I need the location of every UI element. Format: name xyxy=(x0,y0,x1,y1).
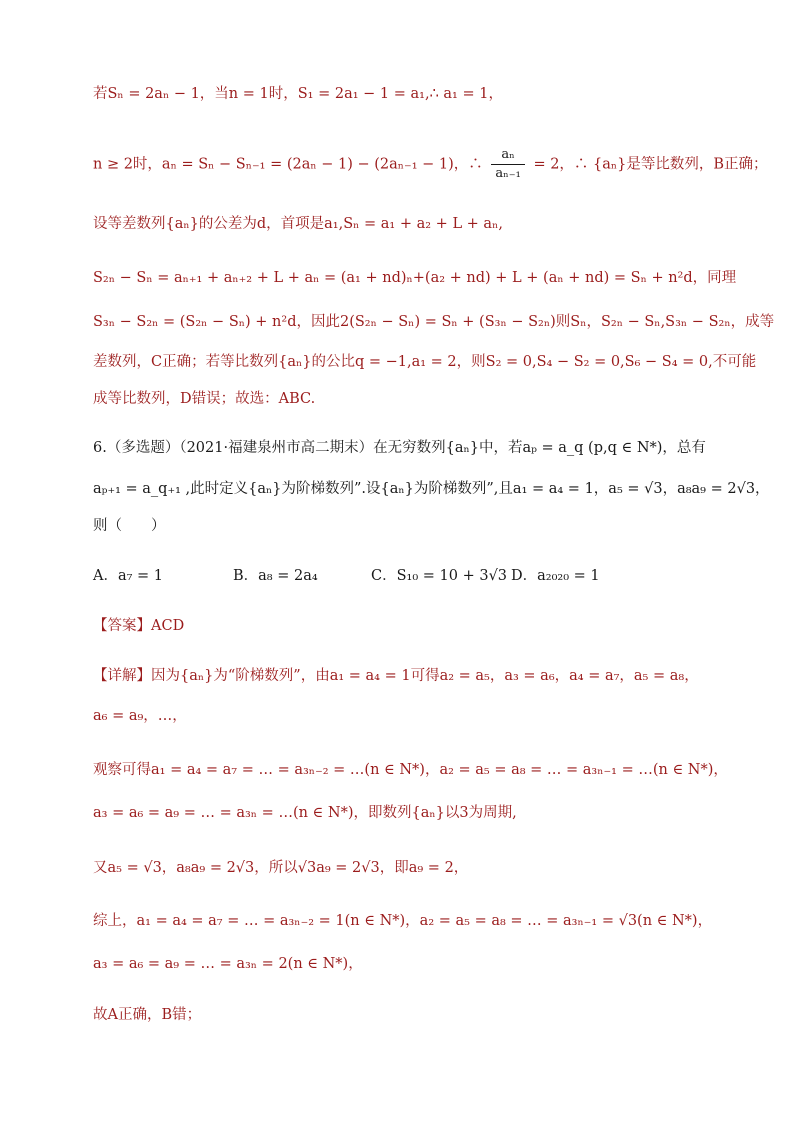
detail-line-8: 故A正确，B错； xyxy=(93,1007,202,1023)
detail-tag: 【详解】 xyxy=(93,668,151,684)
detail-line-2: a₆ = a₉，…， xyxy=(93,708,187,724)
solution-line-2-text-a: n ≥ 2时，aₙ = Sₙ − Sₙ₋₁ = (2aₙ − 1) − (2aₙ₋₁ − 1)，∴ xyxy=(93,156,483,173)
solution-line-5: S₃ₙ − S₂ₙ = (S₂ₙ − Sₙ) + n²d，因此2(S₂ₙ − Sₙ) = Sₙ + (S₃ₙ − S₂ₙ)则Sₙ，S₂ₙ − Sₙ,S₃ₙ − S₂ₙ，成等 xyxy=(93,314,775,330)
detail-line-5: 又a₅ = √3，a₈a₉ = 2√3，所以√3a₉ = 2√3，即a₉ = 2， xyxy=(93,860,469,876)
question-6-line-3: 则（ ） xyxy=(93,518,166,534)
option-c: C．S₁₀ = 10 + 3√3 xyxy=(371,568,508,584)
ratio-denominator: aₙ₋₁ xyxy=(495,166,521,181)
answer-line: 【答案】ACD xyxy=(93,618,185,634)
question-6-line-2: aₚ₊₁ = a_q₊₁ ,此时定义{aₙ}为阶梯数列”.设{aₙ}为阶梯数列”,且a₁ = a₄ = 1，a₅ = √3，a₈a₉ = 2√3， xyxy=(93,481,770,497)
detail-line-1 xyxy=(93,666,699,686)
option-d: D．a₂₀₂₀ = 1 xyxy=(511,568,600,584)
detail-line-1-text: 因为{aₙ}为“阶梯数列”，由a₁ = a₄ = 1可得a₂ = a₅，a₃ = a₆，a₄ = a₇，a₅ = a₈， xyxy=(151,668,699,684)
solution-line-1: 若Sₙ = 2aₙ − 1，当n = 1时，S₁ = 2a₁ − 1 = a₁,∴ a₁ = 1， xyxy=(93,86,503,102)
detail-line-6: 综上，a₁ = a₄ = a₇ = … = a₃ₙ₋₂ = 1(n ∈ N*)，a₂ = a₅ = a₈ = … = a₃ₙ₋₁ = √3(n ∈ N*)， xyxy=(93,913,713,929)
solution-line-3: 设等差数列{aₙ}的公差为d，首项是a₁,Sₙ = a₁ + a₂ + L + aₙ, xyxy=(93,216,503,232)
solution-line-2-text-b: = 2，∴ {aₙ}是等比数列，B正确； xyxy=(533,156,768,173)
detail-line-7: a₃ = a₆ = a₉ = … = a₃ₙ = 2(n ∈ N*)， xyxy=(93,956,363,972)
detail-line-3: 观察可得a₁ = a₄ = a₇ = … = a₃ₙ₋₂ = …(n ∈ N*)，a₂ = a₅ = a₈ = … = a₃ₙ₋₁ = …(n ∈ N*)， xyxy=(93,762,728,778)
solution-line-2 xyxy=(93,146,768,183)
detail-line-4: a₃ = a₆ = a₉ = … = a₃ₙ = …(n ∈ N*)，即数列{aₙ}以3为周期, xyxy=(93,805,517,821)
ratio-fraction xyxy=(491,146,524,183)
option-a: A．a₇ = 1 xyxy=(93,568,164,584)
solution-line-6: 差数列，C正确；若等比数列{aₙ}的公比q = −1,a₁ = 2，则S₂ = 0,S₄ − S₂ = 0,S₆ − S₄ = 0,不可能 xyxy=(93,354,757,370)
solution-line-7: 成等比数列，D错误；故选：ABC. xyxy=(93,391,316,407)
option-b: B．a₈ = 2a₄ xyxy=(233,568,318,584)
options-row xyxy=(93,566,693,586)
question-6-line-1: 6.（多选题）（2021·福建泉州市高二期末）在无穷数列{aₙ}中，若aₚ = a_q (p,q ∈ N*)，总有 xyxy=(93,440,706,456)
solution-line-4: S₂ₙ − Sₙ = aₙ₊₁ + aₙ₊₂ + L + aₙ = (a₁ + nd)ₙ+(a₂ + nd) + L + (aₙ + nd) = Sₙ + n²d，同理 xyxy=(93,270,737,286)
ratio-numerator: aₙ xyxy=(491,146,524,165)
